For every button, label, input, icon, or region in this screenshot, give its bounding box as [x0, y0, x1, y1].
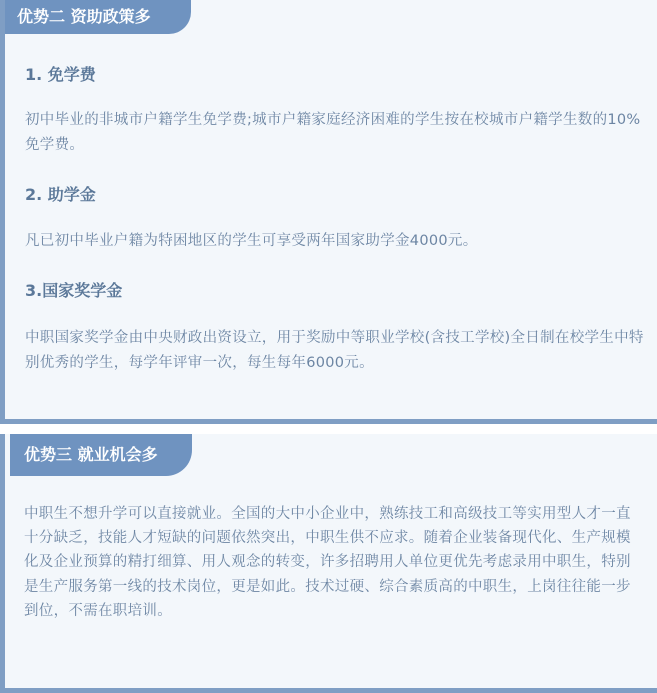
item-text-grant: 凡已初中毕业户籍为特困地区的学生可享受两年国家助学金4000元。 [25, 233, 478, 249]
item-heading-tuition-free: 1. 免学费 [25, 65, 96, 84]
section-tab-title: 优势三 就业机会多 [10, 434, 192, 476]
item-text-scholarship: 中职国家奖学金由中央财政出资设立，用于奖励中等职业学校(含技工学校)全日制在校学生中特别优秀的学生，每学年评审一次，每生每年6000元。 [25, 330, 644, 371]
item-heading-grant: 2. 助学金 [25, 185, 96, 204]
item-text-tuition-free: 初中毕业的非城市户籍学生免学费;城市户籍家庭经济困难的学生按在校城市户籍学生数的10%免学费。 [25, 112, 641, 153]
employment-text: 中职生不想升学可以直接就业。全国的大中小企业中，熟练技工和高级技工等实用型人才一直十分缺乏，技能人才短缺的问题依然突出，中职生供不应求。随着企业装备现代化、生产规模化及企业预算的精打细算、用人观念的转变，许多招聘用人单位更优先考虑录用中职生，特别是生产服务第一线的技术岗位，更是如此。技术过硬、综合素质高的中职生，上岗往往能一步到位，不需在职培训。 [24, 506, 631, 619]
item-heading-scholarship: 3.国家奖学金 [25, 281, 123, 300]
advantage-three-card [0, 434, 657, 693]
section-tab-title: 优势二 资助政策多 [5, 0, 191, 34]
